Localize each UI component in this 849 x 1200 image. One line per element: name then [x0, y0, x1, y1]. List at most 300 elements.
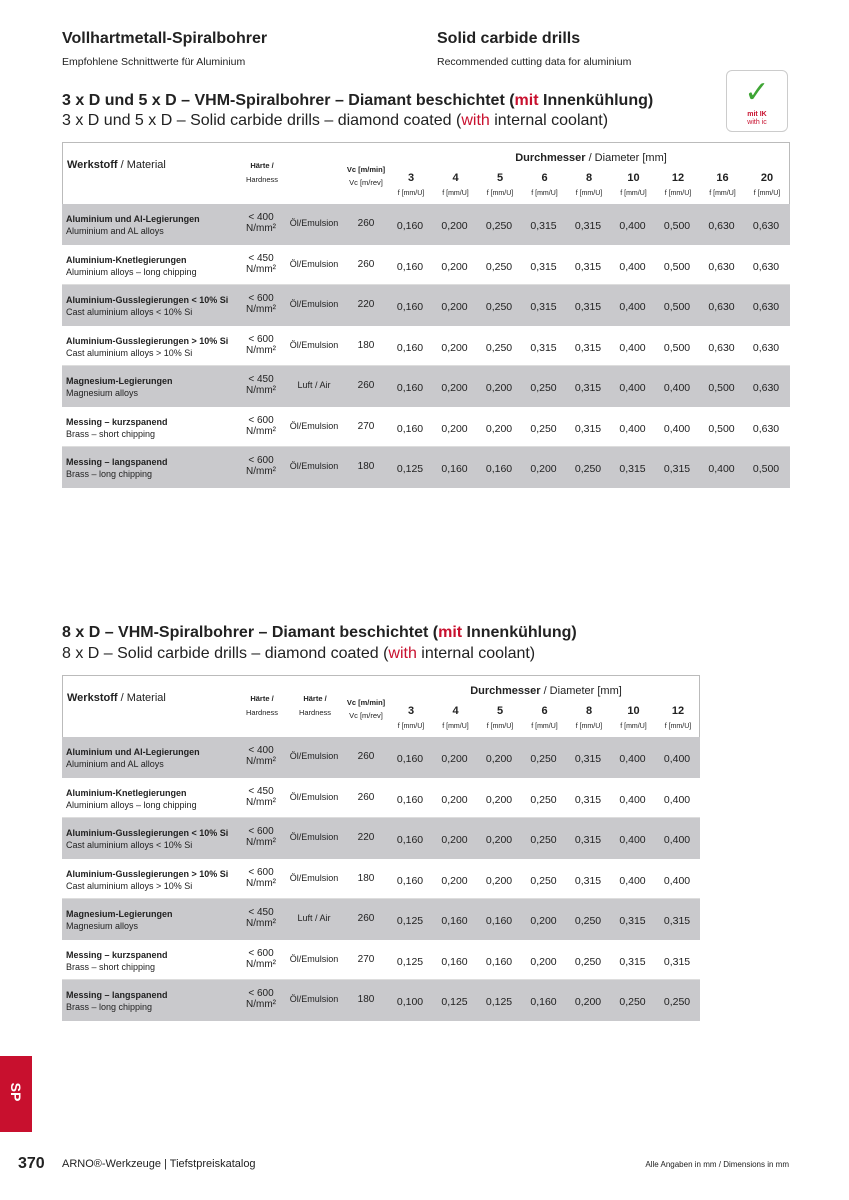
feed-cell: 0,200: [441, 422, 468, 435]
feed-cell: 0,160: [396, 220, 424, 232]
title-part: internal coolant): [416, 645, 536, 662]
feed-cell: 0,160: [396, 301, 424, 313]
feed-cell: 0,400: [619, 260, 646, 273]
feed-cell: 0,630: [708, 220, 735, 232]
table-row: [62, 326, 790, 367]
coolant-cell: Luft / Air: [297, 380, 331, 390]
feed-cell: 0,160: [441, 463, 468, 475]
vc-cell: 260: [357, 791, 375, 803]
diameter-value: 5: [496, 172, 504, 184]
hardness-value: < 600: [248, 333, 274, 345]
feed-cell: 0,160: [396, 382, 424, 394]
feed-cell: 0,160: [485, 463, 513, 475]
feed-cell: 0,315: [574, 382, 602, 394]
material-name-de: Aluminium-Gusslegierungen < 10% Si: [66, 295, 229, 305]
feed-cell: 0,500: [663, 301, 691, 313]
hardness-unit: N/mm²: [246, 466, 276, 477]
diameter-value: 12: [671, 172, 685, 184]
table-header: [62, 675, 700, 737]
hardness-unit: N/mm²: [246, 263, 276, 275]
feed-cell: 0,250: [530, 874, 557, 887]
feed-cell: 0,400: [663, 422, 691, 435]
feed-cell: 0,250: [485, 301, 513, 313]
feed-cell: 0,500: [708, 422, 735, 435]
feed-cell: 0,630: [752, 341, 780, 354]
diameter-value: 5: [496, 705, 504, 717]
hardness-cell: [236, 786, 286, 808]
material-name-de: Magnesium-Legierungen: [66, 376, 173, 386]
hardness-value: < 400: [248, 212, 274, 223]
hardness-value: < 600: [248, 293, 274, 304]
feed-cell: 0,400: [619, 301, 646, 313]
hardness-cell: [236, 293, 286, 315]
hardness-value: < 600: [248, 414, 274, 426]
table-row: [62, 285, 790, 326]
feed-cell: 0,160: [396, 341, 424, 354]
hardness-value: < 600: [248, 947, 274, 959]
section-tab-label: SP: [8, 1082, 24, 1102]
title-part: 8 x D – Solid carbide drills – diamond coated (: [62, 645, 389, 662]
material-name-de: Aluminium und Al-Legierungen: [66, 747, 200, 757]
feed-cell: 0,160: [396, 874, 424, 887]
diameter-value: 4: [452, 705, 459, 717]
feed-unit-label: f [mm/U]: [620, 190, 647, 197]
feed-cell: 0,200: [441, 220, 468, 232]
feed-unit-label: f [mm/U]: [753, 190, 781, 197]
material-header-en: / Material: [117, 692, 166, 704]
diameter-value: 8: [585, 172, 593, 184]
hardness-value: < 450: [248, 252, 274, 264]
hardness-unit: N/mm²: [246, 425, 276, 437]
hardness-cell: [236, 334, 286, 356]
title-part: 3 x D und 5 x D – VHM-Spiralbohrer – Diamant beschichtet (: [62, 92, 515, 109]
table-row: [62, 859, 700, 900]
section2-title-de: [62, 624, 577, 642]
feed-cell: 0,160: [485, 915, 513, 927]
hardness-cell: [236, 745, 286, 767]
coolant-cell: Öl/Emulsion: [289, 420, 339, 431]
table-row: [62, 245, 790, 286]
feed-cell: 0,200: [441, 753, 468, 765]
feed-cell: 0,315: [530, 341, 557, 354]
material-name-en: Cast aluminium alloys < 10% Si: [66, 307, 193, 317]
diameter-value: 4: [452, 172, 459, 184]
material-name-en: Aluminium and AL alloys: [66, 226, 164, 236]
feed-cell: 0,400: [619, 422, 646, 435]
vc-cell: 260: [357, 380, 375, 391]
material-name-en: Cast aluminium alloys < 10% Si: [66, 840, 193, 850]
material-header-en: / Material: [117, 159, 166, 171]
feed-cell: 0,250: [574, 955, 602, 968]
material-cell: [66, 375, 173, 399]
diameter-value: 8: [585, 705, 593, 717]
feed-cell: 0,400: [619, 220, 646, 232]
feed-cell: 0,315: [574, 260, 602, 273]
feed-cell: 0,630: [708, 341, 735, 354]
feed-cell: 0,200: [485, 874, 513, 887]
feed-cell: 0,160: [396, 793, 424, 806]
hardness-cell: [236, 374, 286, 396]
feed-unit-label: f [mm/U]: [664, 723, 692, 730]
feed-cell: 0,315: [530, 260, 557, 273]
feed-cell: 0,315: [663, 915, 691, 927]
feed-cell: 0,160: [396, 834, 424, 846]
hardness-value: < 600: [248, 826, 274, 837]
feed-cell: 0,200: [530, 915, 557, 927]
feed-cell: 0,500: [752, 463, 780, 475]
material-cell: [66, 746, 200, 770]
feed-cell: 0,400: [663, 753, 691, 765]
feed-cell: 0,250: [530, 382, 557, 394]
material-cell: [66, 294, 228, 318]
feed-cell: 0,125: [396, 463, 424, 475]
cutting-data-table-2: [62, 675, 700, 1021]
material-name-de: Aluminium-Knetlegierungen: [66, 254, 187, 265]
diameter-value: 20: [760, 172, 774, 184]
diameter-header-de: Durchmesser: [470, 685, 541, 697]
hardness-unit: N/mm²: [246, 958, 276, 970]
title-part: 8 x D – VHM-Spiralbohrer – Diamant beschichtet (: [62, 624, 439, 641]
hardness-cell: [236, 826, 286, 848]
diameter-value: 3: [407, 705, 415, 717]
title-part: Innenkühlung): [538, 92, 654, 109]
hardness-header: [239, 692, 285, 720]
feed-cell: 0,630: [752, 220, 780, 232]
hardness-cell: [236, 988, 286, 1010]
hardness-cell: [236, 867, 286, 889]
coolant-cell: Öl/Emulsion: [289, 872, 339, 883]
hardness-unit: N/mm²: [246, 999, 276, 1010]
material-cell: [66, 908, 173, 932]
hardness-header-de: Härte /: [250, 694, 274, 703]
page-title-en: Solid carbide drills: [437, 30, 581, 47]
material-cell: [66, 989, 168, 1013]
hardness-header-de: Härte /: [250, 161, 274, 170]
vc-header: [341, 696, 391, 722]
diameter-header-en: / Diameter [mm]: [540, 685, 622, 697]
hardness-unit: N/mm²: [246, 223, 276, 234]
check-icon: ✓: [744, 76, 770, 109]
feed-cell: 0,160: [396, 422, 424, 435]
table-row: [62, 899, 700, 940]
hardness-header-2-de: Härte /: [303, 694, 327, 703]
material-name-en: Magnesium alloys: [66, 388, 139, 398]
page-number: 370: [18, 1155, 45, 1172]
coolant-cell: Öl/Emulsion: [289, 832, 339, 842]
feed-cell: 0,315: [530, 220, 557, 232]
vc-cell: 180: [357, 994, 375, 1005]
coolant-cell: Öl/Emulsion: [289, 461, 339, 471]
hardness-value: < 450: [248, 907, 274, 918]
feed-cell: 0,160: [485, 955, 513, 968]
feed-cell: 0,250: [485, 341, 513, 354]
page-title-de: Vollhartmetall-Spiralbohrer: [62, 30, 268, 47]
table-row: [62, 737, 700, 778]
feed-cell: 0,315: [574, 874, 602, 887]
vc-cell: 180: [357, 872, 375, 884]
feed-cell: 0,200: [441, 260, 468, 273]
vc-cell: 180: [357, 461, 375, 472]
feed-cell: 0,400: [619, 874, 646, 887]
feed-unit-label: f [mm/U]: [575, 723, 603, 730]
material-cell: [66, 213, 200, 237]
feed-cell: 0,250: [485, 220, 513, 232]
feed-cell: 0,125: [441, 996, 468, 1008]
feed-unit-label: f [mm/U]: [397, 723, 425, 730]
hardness-cell: [236, 212, 286, 234]
feed-cell: 0,250: [574, 463, 602, 475]
hardness-unit: N/mm²: [246, 304, 276, 315]
feed-cell: 0,315: [530, 301, 557, 313]
coolant-cell: Luft / Air: [297, 913, 331, 923]
feed-cell: 0,500: [708, 382, 735, 394]
section-tab-sp[interactable]: [0, 1056, 32, 1132]
feed-unit-label: f [mm/U]: [397, 190, 425, 197]
material-name-en: Aluminium alloys – long chipping: [66, 266, 197, 277]
feed-cell: 0,315: [574, 793, 602, 806]
feed-cell: 0,200: [485, 382, 513, 394]
diameter-value: 10: [627, 705, 640, 717]
feed-unit-label: f [mm/U]: [664, 190, 692, 197]
feed-cell: 0,200: [441, 834, 468, 846]
material-cell: [66, 254, 197, 278]
feed-cell: 0,630: [752, 382, 780, 394]
hardness-unit: N/mm²: [246, 385, 276, 396]
feed-cell: 0,200: [485, 422, 513, 435]
hardness-value: < 450: [248, 785, 274, 797]
title-highlight: with: [461, 112, 490, 129]
material-name-en: Aluminium alloys – long chipping: [66, 799, 197, 810]
feed-cell: 0,200: [441, 301, 468, 313]
coolant-cell: Öl/Emulsion: [289, 339, 339, 350]
hardness-value: < 450: [248, 374, 274, 385]
hardness-cell: [236, 253, 286, 275]
feed-cell: 0,250: [574, 915, 602, 927]
hardness-unit: N/mm²: [246, 877, 276, 889]
diameter-header: [391, 685, 701, 697]
table-row: [62, 366, 790, 407]
feed-cell: 0,200: [530, 955, 557, 968]
title-highlight: mit: [514, 92, 539, 109]
material-header: [67, 159, 166, 171]
footer-text: ARNO®-Werkzeuge | Tiefstpreiskatalog: [62, 1158, 256, 1170]
feed-cell: 0,200: [574, 996, 602, 1008]
feed-cell: 0,400: [619, 341, 646, 354]
hardness-unit: N/mm²: [246, 344, 276, 356]
feed-cell: 0,400: [663, 793, 691, 806]
vc-cell: 220: [357, 299, 375, 310]
material-name-en: Magnesium alloys: [66, 921, 139, 931]
feed-cell: 0,315: [619, 463, 646, 475]
hardness-unit: N/mm²: [246, 837, 276, 848]
feed-cell: 0,100: [396, 996, 424, 1008]
feed-cell: 0,250: [619, 996, 646, 1008]
material-name-de: Aluminium-Gusslegierungen > 10% Si: [66, 868, 229, 879]
feed-cell: 0,400: [708, 463, 735, 475]
page-subtitle-de: Empfohlene Schnittwerte für Aluminium: [62, 56, 246, 68]
badge-label-de: mit IK: [747, 111, 767, 118]
section2-title-en: [62, 645, 535, 663]
vc-cell: 270: [357, 420, 375, 432]
material-cell: [66, 787, 197, 811]
feed-cell: 0,200: [485, 753, 513, 765]
hardness-unit: N/mm²: [246, 756, 276, 767]
title-part: Innenkühlung): [462, 624, 577, 641]
feed-cell: 0,315: [619, 915, 646, 927]
feed-cell: 0,315: [663, 463, 691, 475]
material-cell: [66, 456, 168, 480]
feed-cell: 0,315: [663, 955, 691, 968]
material-name-de: Magnesium-Legierungen: [66, 909, 173, 919]
section1-title-de: [62, 92, 653, 110]
material-name-de: Aluminium und Al-Legierungen: [66, 214, 200, 224]
hardness-cell: [236, 455, 286, 477]
feed-cell: 0,400: [619, 793, 646, 806]
feed-unit-label: f [mm/U]: [531, 190, 558, 197]
hardness-unit: N/mm²: [246, 918, 276, 929]
diameter-value: 16: [716, 172, 729, 184]
feed-cell: 0,125: [396, 955, 424, 968]
title-part: internal coolant): [489, 112, 609, 129]
material-name-de: Messing – langspanend: [66, 990, 168, 1000]
diameter-header-en: / Diameter [mm]: [585, 152, 667, 164]
feed-unit-label: f [mm/U]: [442, 723, 469, 730]
feed-unit-label: f [mm/U]: [575, 190, 603, 197]
table-row: [62, 407, 790, 448]
feed-unit-label: f [mm/U]: [486, 190, 514, 197]
vc-cell: 270: [357, 953, 375, 965]
feed-cell: 0,200: [441, 793, 468, 806]
diameter-header: [391, 152, 791, 164]
feed-cell: 0,250: [530, 793, 557, 806]
coolant-cell: Öl/Emulsion: [289, 218, 339, 228]
vc-cell: 260: [357, 913, 375, 924]
feed-cell: 0,630: [752, 260, 780, 273]
table-row: [62, 980, 700, 1021]
feed-cell: 0,250: [530, 422, 557, 435]
vc-header: [341, 163, 391, 189]
material-name-de: Messing – kurzspanend: [66, 949, 168, 960]
material-name-en: Cast aluminium alloys > 10% Si: [66, 880, 193, 891]
badge-label-en: with ic: [747, 119, 767, 126]
diameter-header-de: Durchmesser: [515, 152, 586, 164]
hardness-value: < 600: [248, 455, 274, 466]
hardness-header-2-en: Hardness: [298, 708, 332, 717]
feed-cell: 0,400: [619, 834, 646, 846]
material-name-en: Brass – long chipping: [66, 1002, 153, 1012]
feed-cell: 0,400: [663, 874, 691, 887]
feed-cell: 0,500: [663, 220, 691, 232]
table-row: [62, 204, 790, 245]
feed-unit-label: f [mm/U]: [531, 723, 558, 730]
feed-cell: 0,200: [441, 341, 468, 354]
feed-cell: 0,315: [619, 955, 646, 968]
title-highlight: mit: [438, 624, 463, 641]
table-row: [62, 818, 700, 859]
feed-cell: 0,400: [663, 382, 691, 394]
feed-unit-label: f [mm/U]: [620, 723, 647, 730]
hardness-cell: [236, 415, 286, 437]
table-row: [62, 778, 700, 819]
diameter-value: 10: [627, 172, 640, 184]
material-cell: [66, 416, 168, 440]
hardness-cell: [236, 948, 286, 970]
feed-cell: 0,500: [663, 260, 691, 273]
feed-cell: 0,630: [752, 422, 780, 435]
footer-dimensions-note: Alle Angaben in mm / Dimensions in mm: [645, 1160, 789, 1169]
feed-cell: 0,160: [441, 915, 468, 927]
feed-cell: 0,125: [396, 915, 424, 927]
vc-cell: 180: [357, 339, 375, 351]
cutting-data-table-1: [62, 142, 790, 488]
table-header: [62, 142, 790, 204]
hardness-header-en: Hardness: [245, 708, 279, 717]
hardness-header: [239, 159, 285, 187]
table-row: [62, 447, 790, 488]
material-header-de: Werkstoff: [67, 692, 118, 704]
hardness-cell: [236, 907, 286, 929]
hardness-value: < 600: [248, 866, 274, 878]
hardness-value: < 400: [248, 745, 274, 756]
feed-cell: 0,315: [574, 753, 602, 765]
feed-cell: 0,200: [441, 874, 468, 887]
feed-cell: 0,630: [708, 260, 735, 273]
vc-cell: 220: [357, 832, 375, 843]
feed-cell: 0,250: [530, 753, 557, 765]
feed-cell: 0,400: [619, 382, 646, 394]
table-row: [62, 940, 700, 981]
feed-cell: 0,315: [574, 301, 602, 313]
feed-cell: 0,200: [485, 834, 513, 846]
section1-title-en: [62, 112, 608, 130]
diameter-value: 12: [671, 705, 685, 717]
material-name-de: Messing – langspanend: [66, 457, 168, 467]
hardness-header-2: [291, 692, 339, 720]
coolant-cell: Öl/Emulsion: [289, 299, 339, 309]
internal-coolant-badge: [726, 70, 788, 132]
feed-cell: 0,315: [574, 422, 602, 435]
feed-cell: 0,160: [441, 955, 468, 968]
feed-unit-label: f [mm/U]: [442, 190, 469, 197]
material-cell: [66, 335, 228, 359]
material-name-de: Aluminium-Gusslegierungen > 10% Si: [66, 335, 229, 346]
hardness-value: < 600: [248, 988, 274, 999]
material-cell: [66, 827, 228, 851]
coolant-cell: Öl/Emulsion: [289, 994, 339, 1004]
diameter-value: 6: [541, 705, 548, 717]
material-name-en: Aluminium and AL alloys: [66, 759, 164, 769]
material-name-en: Cast aluminium alloys > 10% Si: [66, 347, 193, 358]
vc-cell: 260: [357, 218, 375, 229]
feed-cell: 0,160: [396, 260, 424, 273]
table-body: [62, 204, 790, 488]
vc-header-en: Vc [m/rev]: [349, 711, 383, 720]
feed-cell: 0,250: [485, 260, 513, 273]
vc-cell: 260: [357, 751, 375, 762]
table-body: [62, 737, 700, 1021]
material-name-en: Brass – short chipping: [66, 961, 156, 972]
feed-cell: 0,250: [530, 834, 557, 846]
hardness-unit: N/mm²: [246, 796, 276, 808]
diameter-value: 3: [407, 172, 415, 184]
feed-cell: 0,200: [530, 463, 557, 475]
feed-cell: 0,160: [530, 996, 557, 1008]
title-highlight: with: [388, 645, 417, 662]
material-header-de: Werkstoff: [67, 159, 118, 171]
material-name-de: Aluminium-Gusslegierungen < 10% Si: [66, 828, 229, 838]
material-name-en: Brass – short chipping: [66, 428, 156, 439]
feed-cell: 0,200: [441, 382, 468, 394]
